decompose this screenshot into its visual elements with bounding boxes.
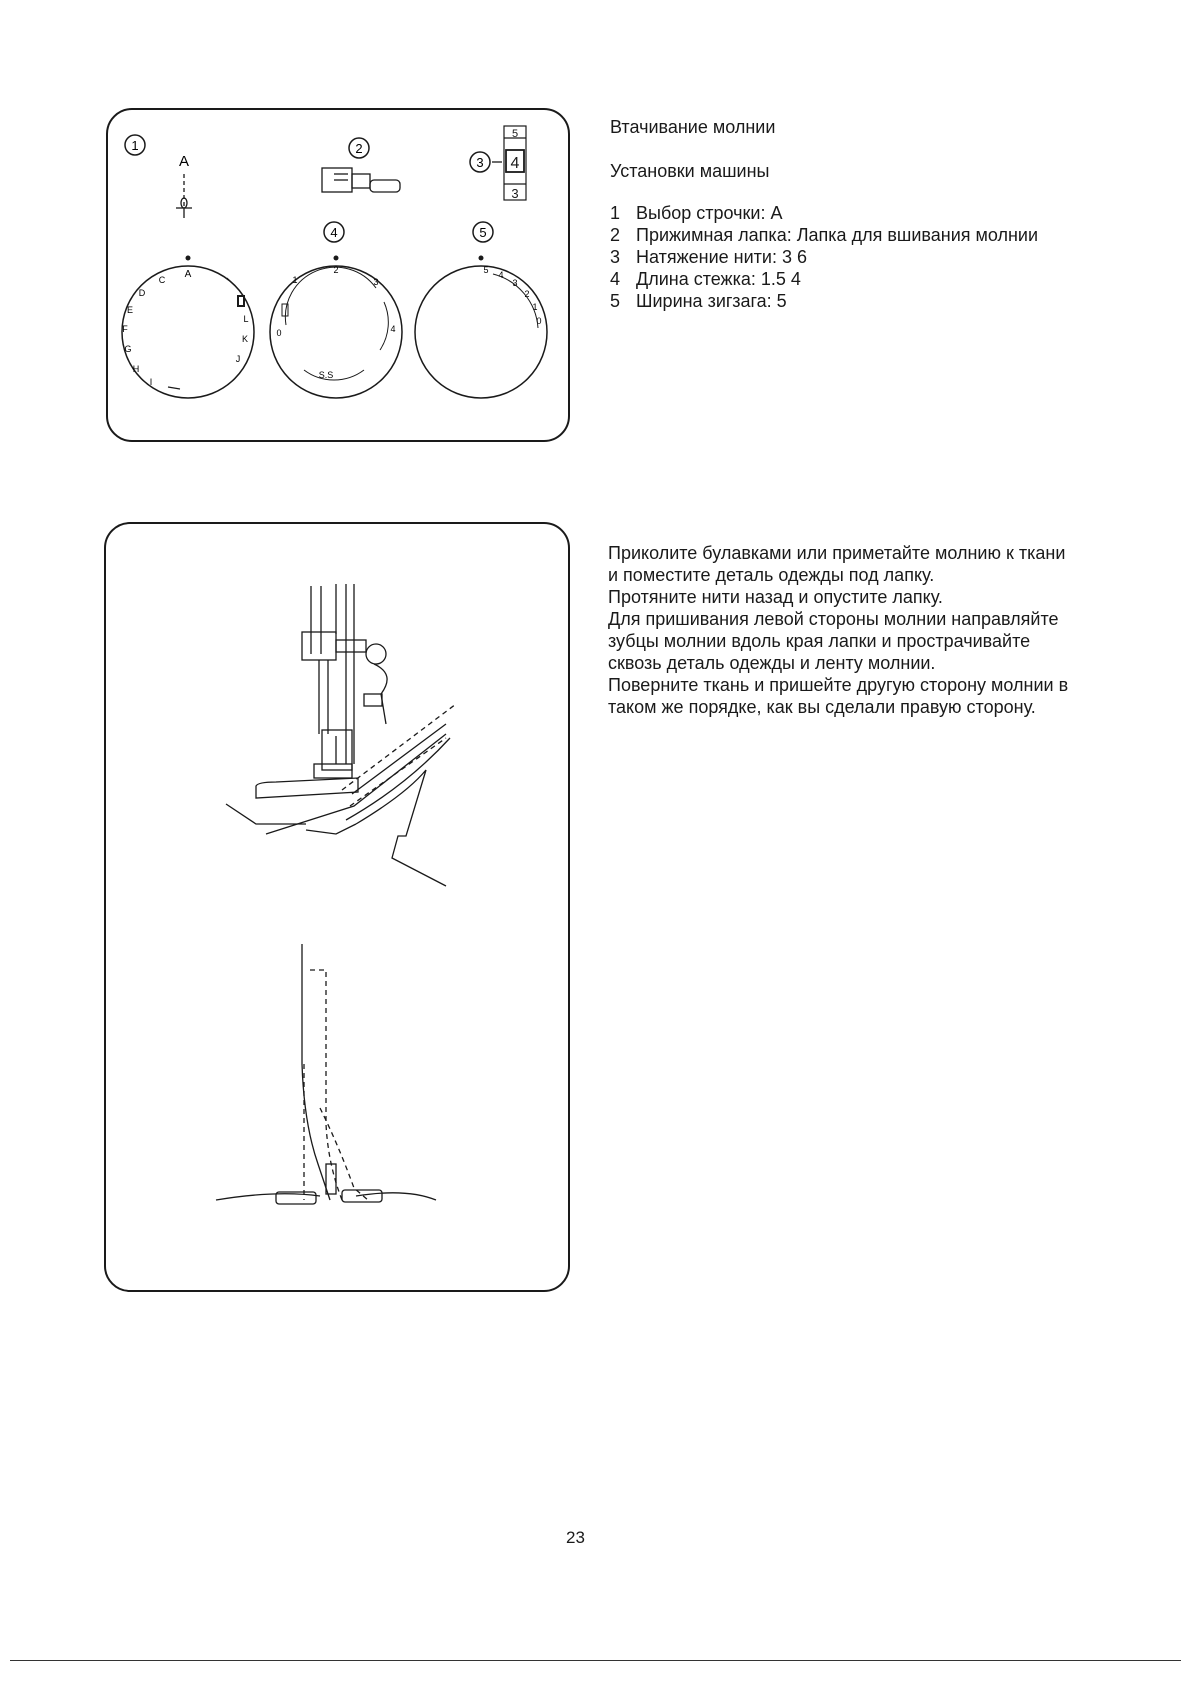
dial-letter-k: K xyxy=(241,334,249,344)
dial-letter-g: G xyxy=(124,344,132,354)
marker-4-label: 4 xyxy=(330,225,338,240)
zipper-illustration-panel xyxy=(104,522,570,1292)
setting-item-number: 2 xyxy=(610,225,621,245)
marker-1-label: 1 xyxy=(131,138,139,153)
setting-item-number: 5 xyxy=(610,291,621,311)
length-3: 3 xyxy=(373,277,379,287)
stitch-length-dial xyxy=(270,256,402,399)
zipper-foot-icon xyxy=(322,168,400,192)
dial-letter-f: F xyxy=(122,324,128,334)
dial-letter-c: C xyxy=(158,275,166,285)
tension-3: 3 xyxy=(511,186,519,201)
tension-4: 4 xyxy=(510,155,520,172)
section-subtitle: Установки машины xyxy=(610,161,770,181)
dial-letter-h: H xyxy=(132,364,140,374)
setting-item-number: 3 xyxy=(610,247,621,267)
dial-letter-a: A xyxy=(184,269,192,280)
width-1: 1 xyxy=(532,302,538,312)
machine-settings-diagram xyxy=(108,110,568,440)
dial-letter-l: L xyxy=(243,314,249,324)
marker-3 xyxy=(470,152,502,172)
marker-1 xyxy=(125,135,145,155)
setting-item-text: Ширина зигзага: 5 xyxy=(636,291,787,311)
thread-tension-scale xyxy=(504,126,526,201)
instruction-paragraph: Поверните ткань и пришейте другую сторону молнии в таком же порядке, как вы сделали правую сторону. xyxy=(608,675,1069,717)
marker-3-label: 3 xyxy=(476,155,484,170)
width-0: 0 xyxy=(536,316,542,326)
setting-item-3 xyxy=(610,246,1080,268)
setting-item-text: Длина стежка: 1.5 4 xyxy=(636,269,801,289)
instruction-paragraph: Для пришивания левой стороны молнии направляйте зубцы молнии вдоль края лапки и прострачивайте сквозь деталь одежды и ленту молнии. xyxy=(608,609,1059,673)
zipper-sewing-illustration xyxy=(106,524,568,1290)
marker-5 xyxy=(473,222,493,242)
marker-2-label: 2 xyxy=(355,141,363,156)
length-0: 0 xyxy=(276,328,282,338)
length-ss: S.S xyxy=(318,370,334,380)
width-3: 3 xyxy=(512,278,518,288)
marker-2 xyxy=(349,138,369,158)
width-4: 4 xyxy=(498,270,504,280)
setting-item-text: Натяжение нити: 3 6 xyxy=(636,247,807,267)
instruction-paragraph: Протяните нити назад и опустите лапку. xyxy=(608,587,943,607)
straight-stitch-icon xyxy=(176,174,192,218)
length-4: 4 xyxy=(390,324,396,334)
setting-item-number: 1 xyxy=(610,203,621,223)
instruction-paragraph: Приколите булавками или приметайте молнию к ткани и поместите деталь одежды под лапку. xyxy=(608,543,1066,585)
machine-settings-panel xyxy=(106,108,570,442)
section-title: Втачивание молнии xyxy=(610,117,776,137)
zipper-teeth-icon xyxy=(226,704,456,886)
marker-5-label: 5 xyxy=(479,225,487,240)
zigzag-width-dial xyxy=(415,256,547,399)
zipper-closeup-icon xyxy=(216,944,436,1204)
length-1: 1 xyxy=(292,275,298,285)
tension-5: 5 xyxy=(511,128,519,140)
marker-4 xyxy=(324,222,344,242)
pattern-selector-dial xyxy=(122,256,254,399)
length-2: 2 xyxy=(333,265,339,275)
setting-item-text: Выбор строчки: A xyxy=(636,203,783,223)
dial-letter-d: D xyxy=(138,288,146,298)
dial-letter-i: I xyxy=(149,377,153,387)
pattern-letter: A xyxy=(178,153,190,170)
presser-foot-icon xyxy=(256,584,387,798)
setting-item-4 xyxy=(610,268,1080,290)
dial-letter-e: E xyxy=(126,305,134,315)
settings-text xyxy=(610,116,1080,312)
setting-item-1 xyxy=(610,202,1080,224)
width-5: 5 xyxy=(483,265,489,275)
setting-item-number: 4 xyxy=(610,269,621,289)
dial-letter-j: J xyxy=(235,354,241,364)
setting-item-5 xyxy=(610,290,1080,312)
page-number: 23 xyxy=(566,1528,585,1547)
footer-divider xyxy=(10,1660,1181,1661)
instructions-text xyxy=(608,542,1078,718)
setting-item-text: Прижимная лапка: Лапка для вшивания молнии xyxy=(636,225,1039,245)
width-2: 2 xyxy=(524,289,530,299)
setting-item-2 xyxy=(610,224,1080,246)
